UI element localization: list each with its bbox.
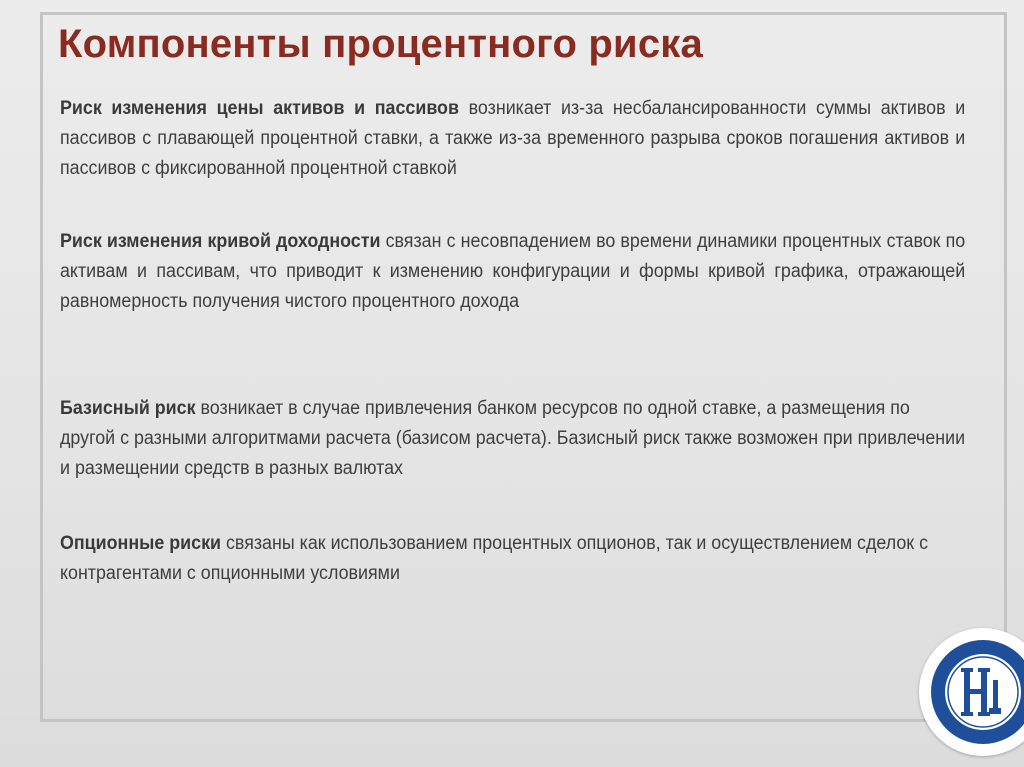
text-option-risk: связаны как использованием процентных опционов, так и осуществлением сделок с контрагентами с опционными условиями	[60, 533, 929, 584]
paragraph-basis-risk	[60, 394, 965, 484]
term-option-risk: Опционные риски	[60, 533, 222, 554]
text-price-risk: возникает из-за несбалансированности суммы активов и пассивов с плавающей процентной ставки, а также из-за временного разрыва сроков погашения активов и пассивов с фиксированной процентной ставкой	[60, 98, 966, 179]
paragraph-yield-curve-risk	[60, 227, 965, 317]
term-price-risk: Риск изменения цены активов и пассивов	[60, 98, 459, 119]
term-yield-curve-risk: Риск изменения кривой доходности	[60, 231, 381, 252]
paragraph-option-risk	[60, 529, 965, 589]
text-yield-curve-risk: связан с несовпадением во времени динамики процентных ставок по активам и пассивам, что приводит к изменению конфигурации и формы кривой графика, отражающей равномерность получения чистого процентного дохода	[60, 231, 966, 312]
text-basis-risk: возникает в случае привлечения банком ресурсов по одной ставке, а размещения по другой с разными алгоритмами расчета (базисом расчета). Базисный риск также возможен при привлечении и размещении средств в разных валютах	[60, 398, 966, 479]
hse-university-logo-icon	[919, 628, 1024, 756]
term-basis-risk: Базисный риск	[60, 398, 196, 419]
paragraph-price-risk	[60, 94, 965, 184]
slide-title: Компоненты процентного риска	[58, 22, 703, 66]
